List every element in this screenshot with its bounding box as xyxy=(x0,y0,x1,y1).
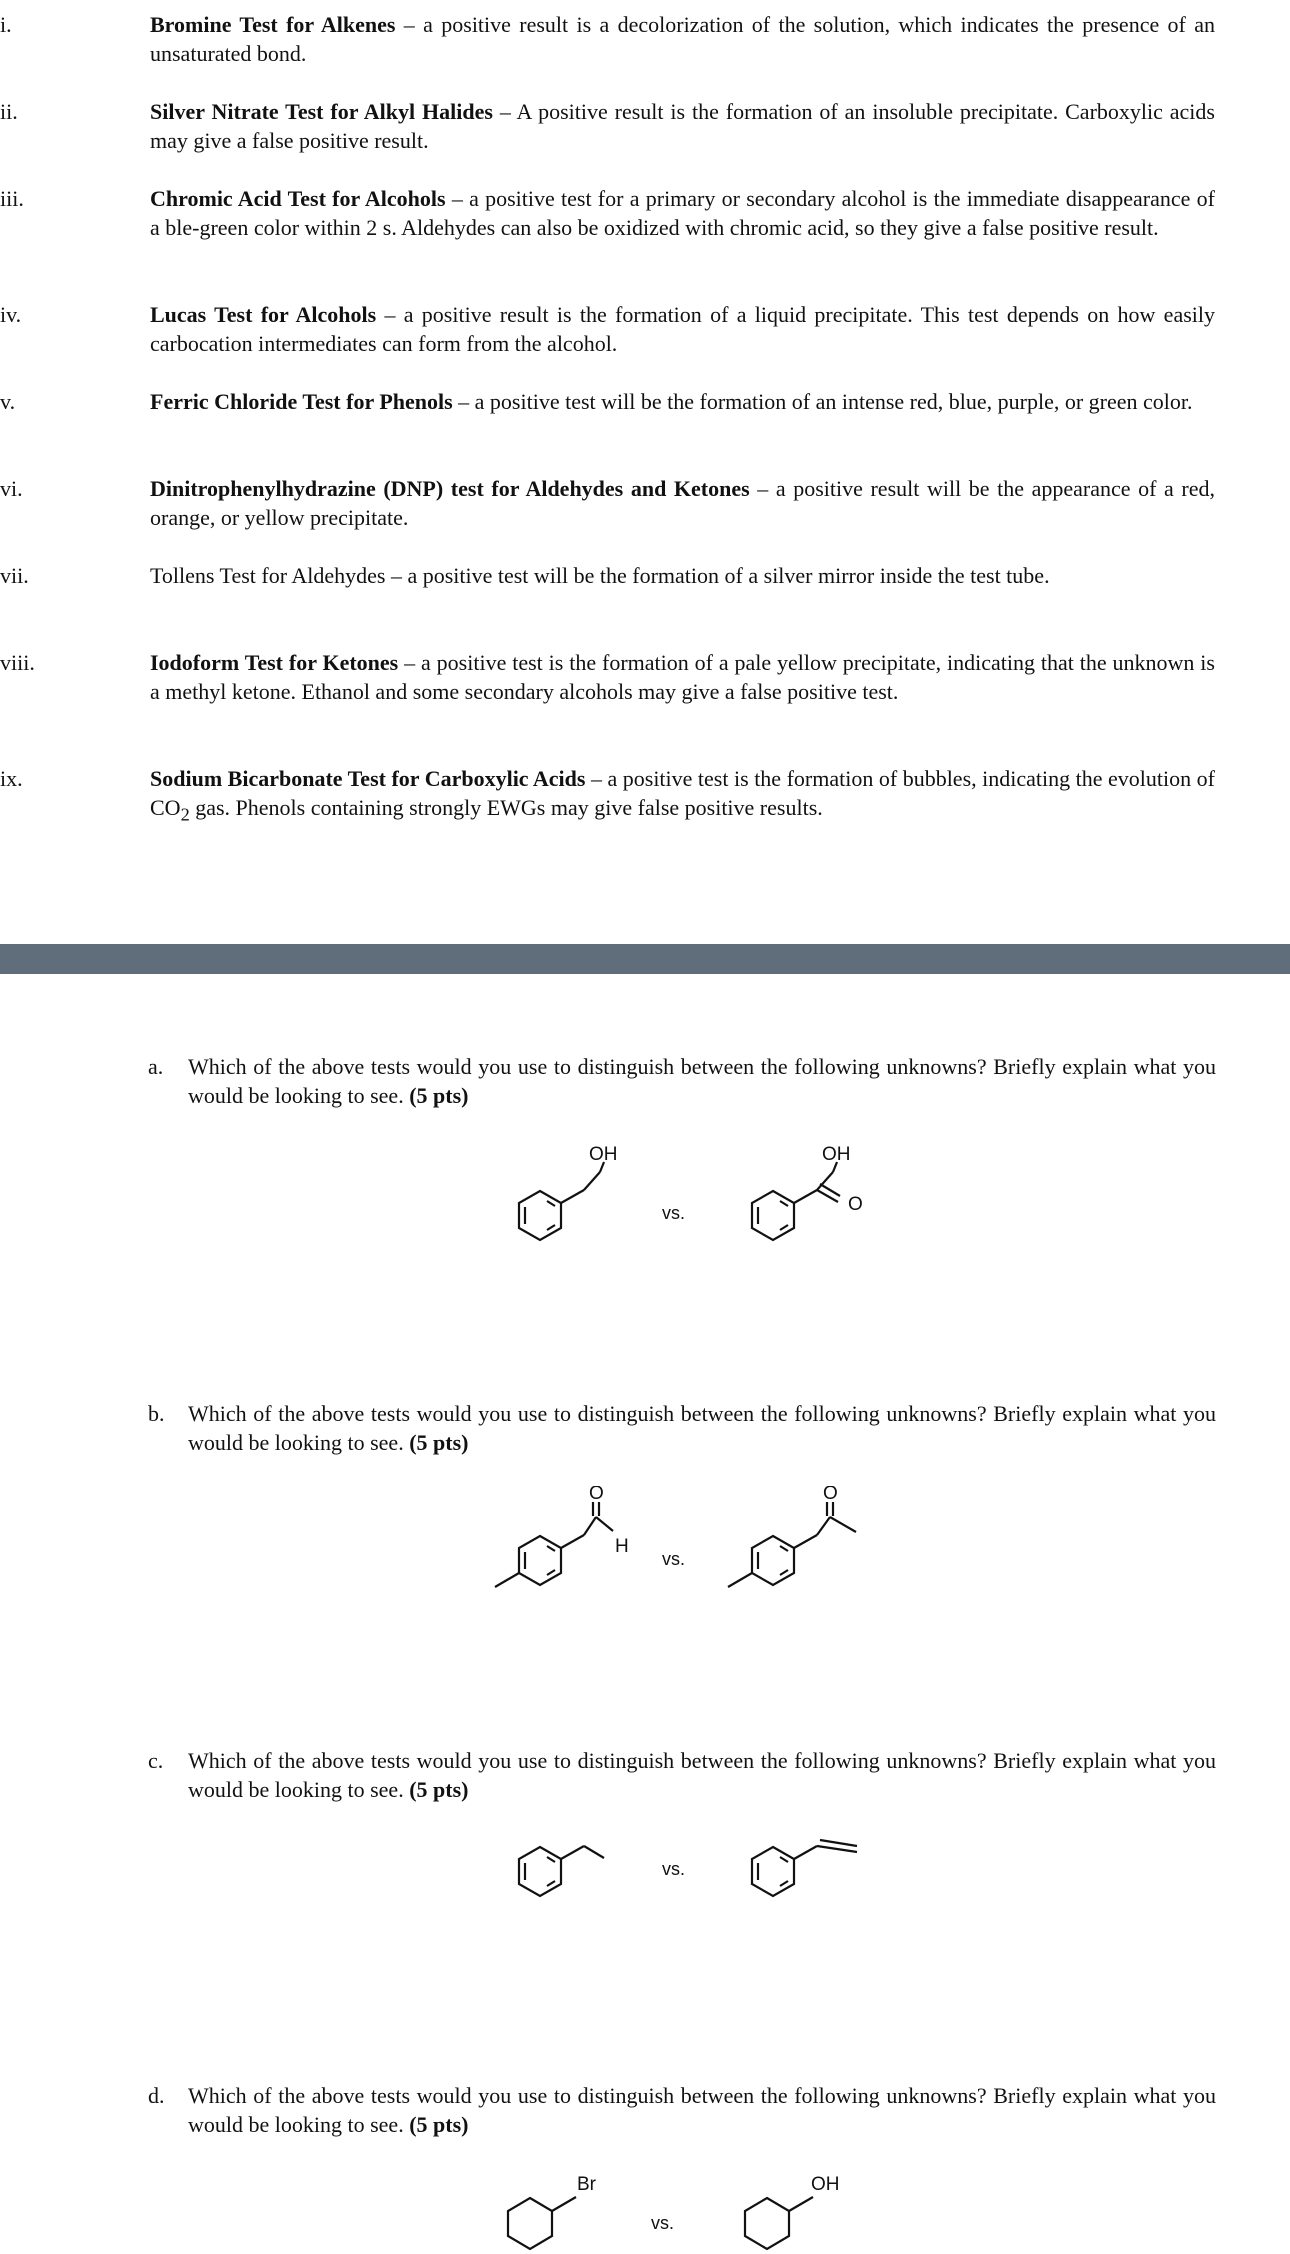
structures-d xyxy=(0,2164,1290,2254)
test-item-2 xyxy=(0,97,1215,155)
test-numeral: v. xyxy=(0,389,16,414)
label-o: O xyxy=(589,1486,604,1504)
test-item-9 xyxy=(0,764,1215,829)
question-d xyxy=(148,2081,1216,2139)
test-name: Lucas Test for Alcohols xyxy=(150,302,377,327)
test-name: Silver Nitrate Test for Alkyl Halides xyxy=(150,99,493,124)
question-text: Which of the above tests would you use to distinguish between the following unknowns? Briefly explain what you would be looking to see. xyxy=(188,1401,1216,1455)
test-item-3 xyxy=(0,184,1215,242)
question-letter: b. xyxy=(148,1401,165,1426)
test-name: Chromic Acid Test for Alcohols xyxy=(150,186,446,211)
molecule-b-right xyxy=(728,1502,856,1587)
molecule-a-left xyxy=(519,1162,604,1240)
test-name: Iodoform Test for Ketones xyxy=(150,650,399,675)
label-br: Br xyxy=(577,2174,596,2195)
test-name: Ferric Chloride Test for Phenols xyxy=(150,389,453,414)
test-item-7 xyxy=(0,561,1215,590)
label-oh: OH xyxy=(589,1144,618,1165)
label-o: O xyxy=(823,1486,838,1504)
question-letter: d. xyxy=(148,2083,165,2108)
test-description-end: gas. Phenols containing strongly EWGs may give false positive results. xyxy=(189,795,823,820)
test-name: Bromine Test for Alkenes xyxy=(150,12,396,37)
test-name: Dinitrophenylhydrazine (DNP) test for Aldehydes and Ketones xyxy=(150,476,750,501)
test-item-5 xyxy=(0,387,1215,416)
label-oh: OH xyxy=(811,2174,840,2195)
test-item-8 xyxy=(0,648,1215,706)
label-vs: vs. xyxy=(662,1859,686,1879)
test-description: – a positive test for a primary or secondary alcohol is the immediate disappearance of a ble-green color within 2 s. Aldehydes can also be oxidized with chromic acid, so they give a false positive result. xyxy=(150,186,1215,240)
label-o: O xyxy=(848,1194,863,1215)
question-points: (5 pts) xyxy=(409,1777,469,1802)
test-name: Tollens Test for Aldehydes xyxy=(150,563,386,588)
question-b xyxy=(148,1399,1216,1457)
molecule-c-right xyxy=(752,1840,857,1896)
label-vs: vs. xyxy=(662,1549,686,1569)
question-c xyxy=(148,1746,1216,1804)
test-numeral: iv. xyxy=(0,302,22,327)
test-description: – a positive test will be the formation of an intense red, blue, purple, or green color. xyxy=(452,389,1193,414)
test-numeral: viii. xyxy=(0,650,35,675)
test-numeral: iii. xyxy=(0,186,24,211)
test-description: – a positive result is a decolorization of the solution, which indicates the presence of an unsaturated bond. xyxy=(150,12,1215,66)
question-points: (5 pts) xyxy=(409,1430,469,1455)
question-text: Which of the above tests would you use to distinguish between the following unknowns? Briefly explain what you would be looking to see. xyxy=(188,1748,1216,1802)
molecule-b-left xyxy=(495,1502,613,1587)
test-description: – a positive test is the formation of a pale yellow precipitate, indicating that the unknown is a methyl ketone. Ethanol and some secondary alcohols may give a false positive test. xyxy=(150,650,1215,704)
test-item-1 xyxy=(0,10,1215,68)
structures-a xyxy=(0,1140,1290,1260)
question-points: (5 pts) xyxy=(409,1083,469,1108)
question-letter: a. xyxy=(148,1054,164,1079)
test-item-4 xyxy=(0,300,1215,358)
molecule-c-left xyxy=(519,1846,604,1896)
molecule-d-right xyxy=(745,2197,813,2249)
test-description: – a positive result is the formation of a liquid precipitate. This test depends on how easily carbocation intermediates can form from the alcohol. xyxy=(150,302,1215,356)
question-text: Which of the above tests would you use to distinguish between the following unknowns? Briefly explain what you would be looking to see. xyxy=(188,2083,1216,2137)
test-numeral: vi. xyxy=(0,476,23,501)
test-numeral: i. xyxy=(0,12,12,37)
test-description: – a positive test is the formation of bubbles, indicating the evolution of CO xyxy=(150,766,1215,820)
question-points: (5 pts) xyxy=(409,2112,469,2137)
test-description: – a positive test will be the formation of a silver mirror inside the test tube. xyxy=(385,563,1050,588)
label-vs: vs. xyxy=(651,2213,675,2233)
test-numeral: vii. xyxy=(0,563,29,588)
test-description: – a positive result will be the appearance of a red, orange, or yellow precipitate. xyxy=(150,476,1215,530)
test-description: – A positive result is the formation of an insoluble precipitate. Carboxylic acids may give a false positive result. xyxy=(150,99,1215,153)
question-text: Which of the above tests would you use to distinguish between the following unknowns? Briefly explain what you would be looking to see. xyxy=(188,1054,1216,1108)
subscript-two: 2 xyxy=(180,804,190,825)
structures-c xyxy=(0,1822,1290,1922)
molecule-d-left xyxy=(508,2197,576,2249)
label-vs: vs. xyxy=(662,1203,686,1223)
label-oh: OH xyxy=(822,1144,851,1165)
test-numeral: ii. xyxy=(0,99,18,124)
test-numeral: ix. xyxy=(0,766,23,791)
test-item-6 xyxy=(0,474,1215,532)
question-letter: c. xyxy=(148,1748,164,1773)
label-h: H xyxy=(615,1536,629,1557)
question-a xyxy=(148,1052,1216,1110)
structures-b xyxy=(0,1486,1290,1606)
molecule-a-right xyxy=(752,1162,840,1240)
test-name: Sodium Bicarbonate Test for Carboxylic Acids xyxy=(150,766,586,791)
section-divider xyxy=(0,944,1290,974)
